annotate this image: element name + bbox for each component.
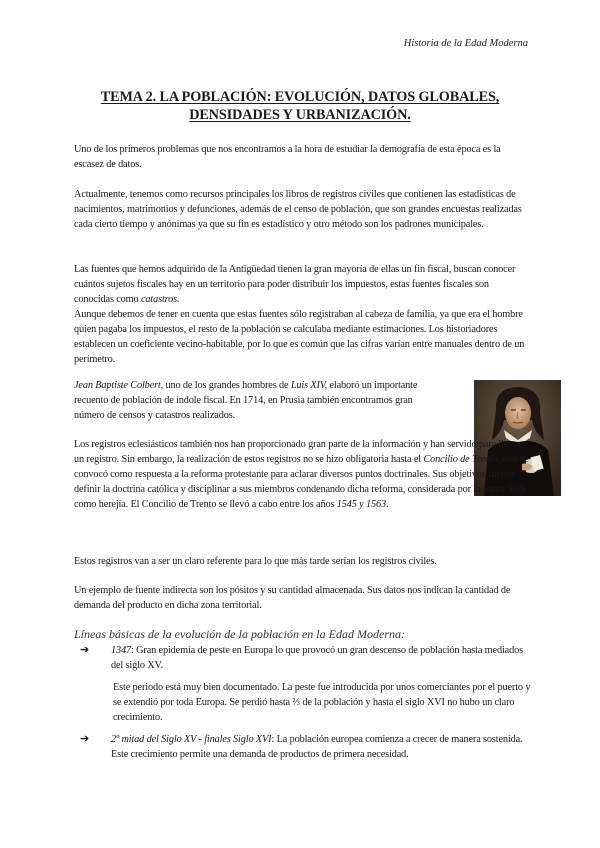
paragraph-fiscal-text-a: Las fuentes que hemos adquirido de la Antigüedad tienen la gran mayoría de ellas un fin fiscal, buscan conocer cuántos sujetos fiscales hay en un territorio para poder distribuir los impuestos, estas fuentes fiscales son conocidas como xyxy=(74,264,516,305)
title-line-1: TEMA 2. LA POBLACIÓN: EVOLUCIÓN, DATOS GLOBALES, xyxy=(100,89,500,105)
paragraph-current-sources: Actualmente, tenemos como recursos principales los libros de registros civiles que contienen las estadísticas de nacimientos, matrimonios y defunciones, además de el censo de población, que son grandes encuestas realizadas cada cierto tiempo y anónimas ya que su fin es estadístico y otro método son los padrones municipales. xyxy=(74,189,522,230)
paragraph-intro: Uno de los primeros problemas que nos encontramos a la hora de estudiar la demografía de esta época es la escasez de datos. xyxy=(74,144,501,170)
luis-xiv-name: Luis XIV, xyxy=(290,380,328,391)
list-item-date: 1347 xyxy=(111,645,131,656)
page-title xyxy=(60,88,540,124)
title-line-2: DENSIDADES Y URBANIZACIÓN. xyxy=(189,107,411,123)
ecclesiastical-text-c: . xyxy=(386,499,389,510)
ecclesiastical-text-a: Los registros eclesiásticos también nos han proporcionado gran parte de la información y han servido para llevar un registro. Sin embargo, la realización de estos registros no se hizo obligatoria hasta el xyxy=(74,439,521,465)
list-item-text: : Gran epidemia de peste en Europa lo que provocó un gran descenso de población hasta mediados del siglo XV. xyxy=(111,645,523,671)
paragraph-fiscal-sources xyxy=(74,262,530,367)
paragraph-positos: Un ejemplo de fuente indirecta son los pósitos y su cantidad almacenada. Sus datos nos indican la cantidad de demanda del producto en dicha zona territorial. xyxy=(74,585,511,611)
colbert-name: Jean Baptiste Colbert, xyxy=(74,380,164,391)
trento-term: Concilio de Trento xyxy=(423,454,498,465)
running-header: Historia de la Edad Moderna xyxy=(403,38,528,49)
colbert-text-a: uno de los grandes hombres de xyxy=(163,380,291,391)
list-item-extra: Este periodo está muy bien documentado. La peste fue introducida por unos comerciantes por el puerto y se extendió por toda Europa. Se perdió hasta ⅔ de la población y hasta el siglo XVI no hubo un claro crecimiento. xyxy=(113,682,531,723)
paragraph-colbert xyxy=(74,378,420,423)
arrow-bullet-icon: ➔ xyxy=(80,733,90,745)
trento-years: 1545 y 1563 xyxy=(336,499,387,510)
section-heading: Líneas básicas de la evolución de la población en la Edad Moderna: xyxy=(74,627,405,641)
catastros-term: catastros. xyxy=(140,294,180,305)
paragraph-civil-registers: Estos registros van a ser un claro referente para lo que más tarde serían los registros civiles. xyxy=(74,556,437,567)
ecclesiastical-text-b: , este se convocó como respuesta a la reforma protestante para aclarar diversos puntos doctrinales. Sus objetivos fueron definir la doctrina católica y disciplinar a sus miembros condenando dicha reforma, considerada por la Santa Sede como herejía. El Concilio de Trento se llevó a cabo entre los años xyxy=(74,454,529,510)
colbert-text-b: elaboró un importante recuento de población de índole fiscal. En 1714, en Prusia también encontramos gran número de censos y catastros realizados. xyxy=(74,380,418,421)
list-item-text: : La población europea comienza a crecer de manera sostenida. Este crecimiento permite una demanda de productos de primera necesidad. xyxy=(111,734,523,760)
paragraph-ecclesiastical xyxy=(74,437,530,512)
list-item-date: 2º mitad del Siglo XV - finales Siglo XVI xyxy=(111,734,272,745)
arrow-bullet-icon: ➔ xyxy=(80,644,90,656)
paragraph-fiscal-text-b: Aunque debemos de tener en cuenta que estas fuentes sólo registraban al cabeza de familia, ya que era el hombre quien pagaba los impuestos, el resto de la población se calculaba mediante estimaciones. Los historiadores establecen un coeficiente vecino-habitable, por lo que es común que las cifras varían entre manuales dentro de un perímetro. xyxy=(74,309,525,365)
list-item xyxy=(111,643,531,725)
list-item xyxy=(111,732,531,762)
